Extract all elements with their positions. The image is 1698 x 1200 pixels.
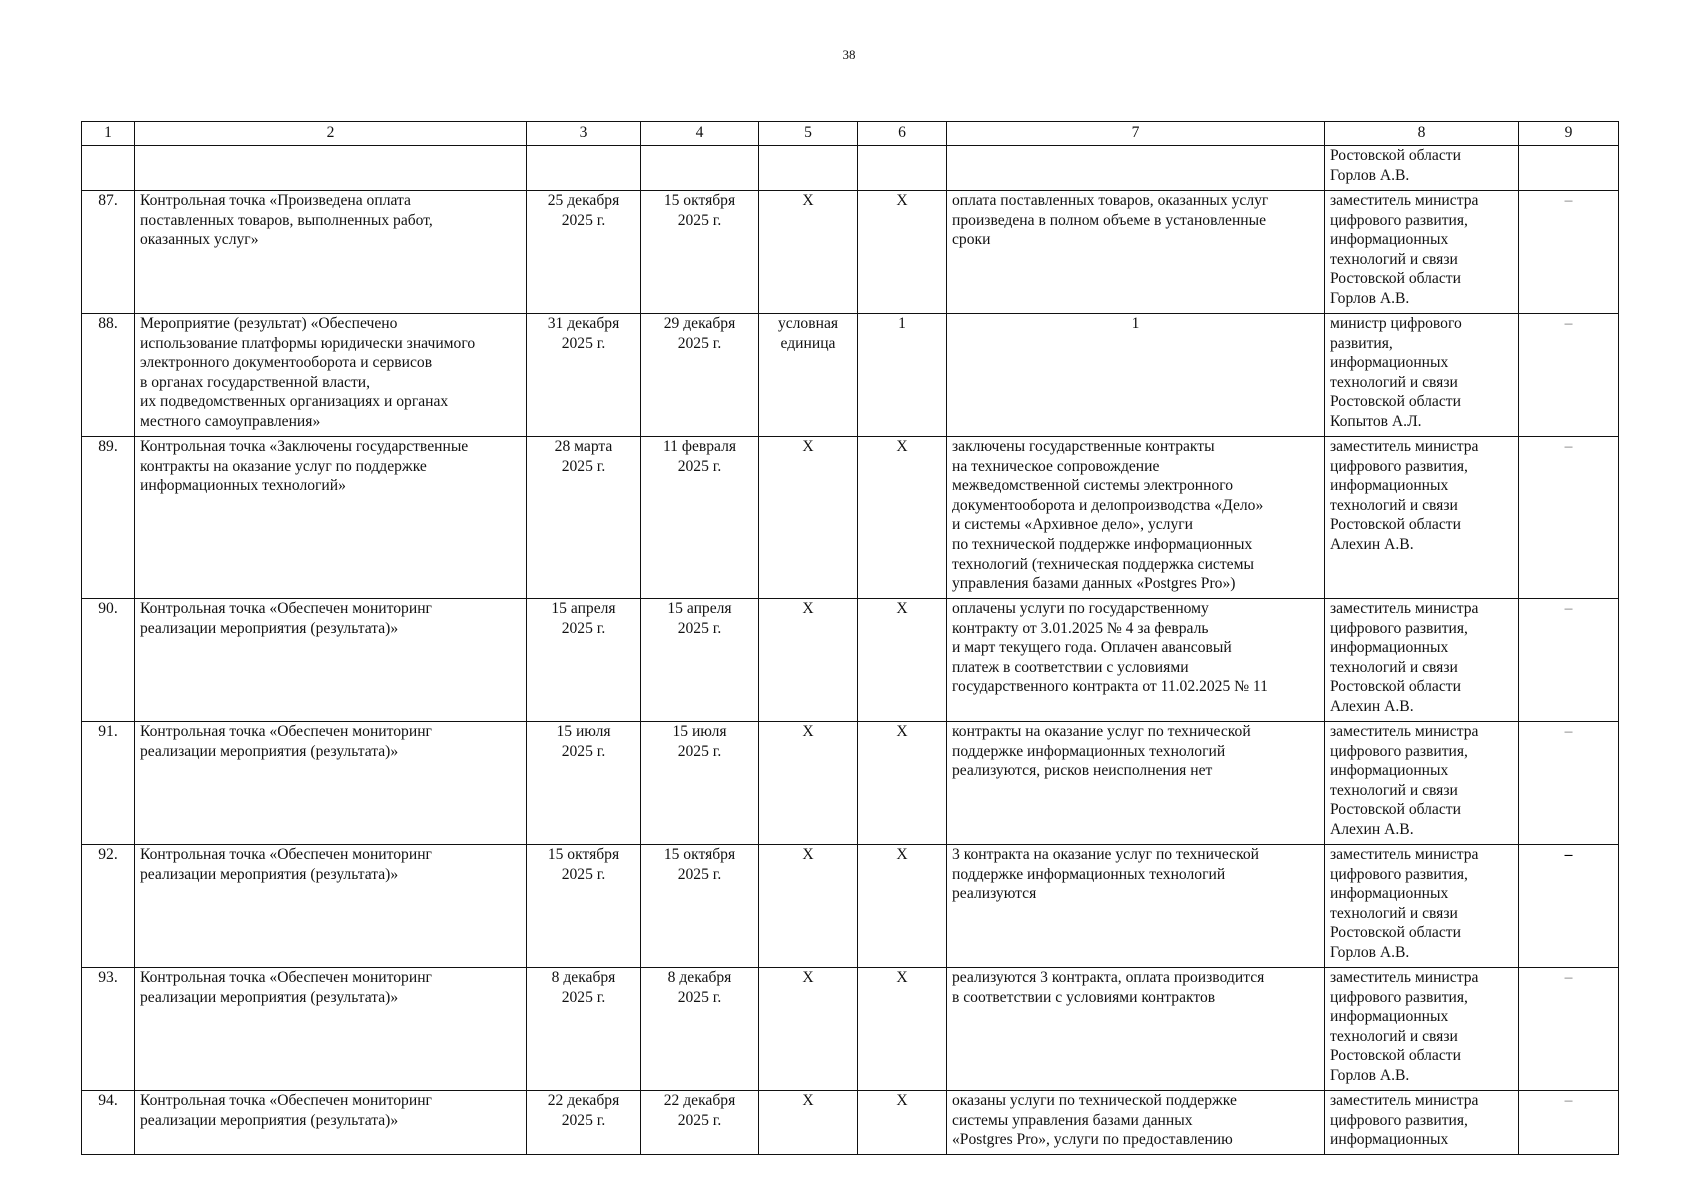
- unit-cell: X: [759, 599, 858, 722]
- note-cell: –: [1519, 599, 1619, 722]
- event-name: Контрольная точка «Обеспечен мониторинг реализации мероприятия (результата)»: [135, 845, 527, 968]
- responsible-cell: заместитель министра цифрового развития, информационных технологий и связи Ростовской области Горлов А.В.: [1325, 845, 1519, 968]
- note-cell: –: [1519, 845, 1619, 968]
- report-table: [81, 121, 1619, 1155]
- plan-date: 15 июля 2025 г.: [527, 722, 641, 845]
- note-cell: –: [1519, 968, 1619, 1091]
- plan-value: X: [858, 968, 947, 1091]
- responsible-cell: заместитель министра цифрового развития, информационных технологий и связи Ростовской области Алехин А.В.: [1325, 437, 1519, 599]
- plan-date: 28 марта 2025 г.: [527, 437, 641, 599]
- unit-cell: условная единица: [759, 314, 858, 437]
- fact-date: 22 декабря 2025 г.: [641, 1091, 759, 1155]
- responsible-cell: заместитель министра цифрового развития, информационных технологий и связи Ростовской области Горлов А.В.: [1325, 968, 1519, 1091]
- plan-date: [527, 146, 641, 191]
- unit-cell: X: [759, 191, 858, 314]
- event-name: Контрольная точка «Обеспечен мониторинг реализации мероприятия (результата)»: [135, 968, 527, 1091]
- plan-value: 1: [858, 314, 947, 437]
- plan-value: X: [858, 1091, 947, 1155]
- fact-date: 11 февраля 2025 г.: [641, 437, 759, 599]
- plan-value: X: [858, 845, 947, 968]
- row-number: [82, 146, 135, 191]
- column-header: 7: [947, 122, 1325, 146]
- unit-cell: X: [759, 968, 858, 1091]
- result-cell: оказаны услуги по технической поддержке системы управления базами данных «Postgres Pro», услуги по предоставлению: [947, 1091, 1325, 1155]
- row-number: 90.: [82, 599, 135, 722]
- plan-date: 15 октября 2025 г.: [527, 845, 641, 968]
- table-row: [82, 845, 1619, 968]
- table-row: [82, 314, 1619, 437]
- column-header: 2: [135, 122, 527, 146]
- row-number: 87.: [82, 191, 135, 314]
- unit-cell: X: [759, 845, 858, 968]
- unit-cell: X: [759, 1091, 858, 1155]
- event-name: Контрольная точка «Заключены государственные контракты на оказание услуг по поддержке информационных технологий»: [135, 437, 527, 599]
- row-number: 92.: [82, 845, 135, 968]
- unit-cell: X: [759, 722, 858, 845]
- plan-value: X: [858, 437, 947, 599]
- column-header: 9: [1519, 122, 1619, 146]
- event-name: Контрольная точка «Произведена оплата поставленных товаров, выполненных работ, оказанных услуг»: [135, 191, 527, 314]
- result-cell: 1: [947, 314, 1325, 437]
- table-row: [82, 191, 1619, 314]
- column-header: 5: [759, 122, 858, 146]
- note-cell: –: [1519, 314, 1619, 437]
- fact-date: 8 декабря 2025 г.: [641, 968, 759, 1091]
- result-cell: [947, 146, 1325, 191]
- note-cell: –: [1519, 437, 1619, 599]
- event-name: [135, 146, 527, 191]
- responsible-cell: Ростовской области Горлов А.В.: [1325, 146, 1519, 191]
- event-name: Контрольная точка «Обеспечен мониторинг реализации мероприятия (результата)»: [135, 1091, 527, 1155]
- column-header: 4: [641, 122, 759, 146]
- table-row: [82, 437, 1619, 599]
- table-row: [82, 722, 1619, 845]
- plan-value: X: [858, 722, 947, 845]
- row-number: 94.: [82, 1091, 135, 1155]
- column-header: 6: [858, 122, 947, 146]
- fact-date: 15 октября 2025 г.: [641, 191, 759, 314]
- table-row: [82, 146, 1619, 191]
- plan-date: 25 декабря 2025 г.: [527, 191, 641, 314]
- row-number: 88.: [82, 314, 135, 437]
- column-header: 3: [527, 122, 641, 146]
- fact-date: 15 октября 2025 г.: [641, 845, 759, 968]
- result-cell: реализуются 3 контракта, оплата производится в соответствии с условиями контрактов: [947, 968, 1325, 1091]
- note-cell: [1519, 146, 1619, 191]
- plan-value: [858, 146, 947, 191]
- result-cell: контракты на оказание услуг по технической поддержке информационных технологий реализуются, рисков неисполнения нет: [947, 722, 1325, 845]
- plan-date: 22 декабря 2025 г.: [527, 1091, 641, 1155]
- responsible-cell: заместитель министра цифрового развития, информационных технологий и связи Ростовской области Алехин А.В.: [1325, 599, 1519, 722]
- event-name: Контрольная точка «Обеспечен мониторинг реализации мероприятия (результата)»: [135, 599, 527, 722]
- note-cell: –: [1519, 722, 1619, 845]
- fact-date: 29 декабря 2025 г.: [641, 314, 759, 437]
- row-number: 93.: [82, 968, 135, 1091]
- table-row: [82, 968, 1619, 1091]
- row-number: 91.: [82, 722, 135, 845]
- event-name: Мероприятие (результат) «Обеспечено использование платформы юридически значимого электронного документооборота и сервисов в органах государственной власти, их подведомственных организациях и органах местного самоуправления»: [135, 314, 527, 437]
- note-cell: –: [1519, 191, 1619, 314]
- fact-date: 15 июля 2025 г.: [641, 722, 759, 845]
- result-cell: оплата поставленных товаров, оказанных услуг произведена в полном объеме в установленные сроки: [947, 191, 1325, 314]
- row-number: 89.: [82, 437, 135, 599]
- note-cell: –: [1519, 1091, 1619, 1155]
- result-cell: оплачены услуги по государственному контракту от 3.01.2025 № 4 за февраль и март текущего года. Оплачен авансовый платеж в соответствии с условиями государственного контракта от 11.02.2025 № 11: [947, 599, 1325, 722]
- plan-date: 31 декабря 2025 г.: [527, 314, 641, 437]
- plan-date: 8 декабря 2025 г.: [527, 968, 641, 1091]
- plan-value: X: [858, 191, 947, 314]
- unit-cell: X: [759, 437, 858, 599]
- column-header: 1: [82, 122, 135, 146]
- table-row: [82, 599, 1619, 722]
- table-row: [82, 1091, 1619, 1155]
- page-number: 38: [842, 47, 856, 62]
- responsible-cell: заместитель министра цифрового развития, информационных: [1325, 1091, 1519, 1155]
- header-row: [82, 122, 1619, 146]
- fact-date: [641, 146, 759, 191]
- event-name: Контрольная точка «Обеспечен мониторинг реализации мероприятия (результата)»: [135, 722, 527, 845]
- unit-cell: [759, 146, 858, 191]
- plan-value: X: [858, 599, 947, 722]
- responsible-cell: заместитель министра цифрового развития, информационных технологий и связи Ростовской области Горлов А.В.: [1325, 191, 1519, 314]
- responsible-cell: министр цифрового развития, информационных технологий и связи Ростовской области Копытов А.Л.: [1325, 314, 1519, 437]
- result-cell: заключены государственные контракты на техническое сопровождение межведомственной системы электронного документооборота и делопроизводства «Дело» и системы «Архивное дело», услуги по технической поддержке информационных технологий (техническая поддержка системы управления базами данных «Postgres Pro»): [947, 437, 1325, 599]
- plan-date: 15 апреля 2025 г.: [527, 599, 641, 722]
- responsible-cell: заместитель министра цифрового развития, информационных технологий и связи Ростовской области Алехин А.В.: [1325, 722, 1519, 845]
- result-cell: 3 контракта на оказание услуг по технической поддержке информационных технологий реализуются: [947, 845, 1325, 968]
- fact-date: 15 апреля 2025 г.: [641, 599, 759, 722]
- column-header: 8: [1325, 122, 1519, 146]
